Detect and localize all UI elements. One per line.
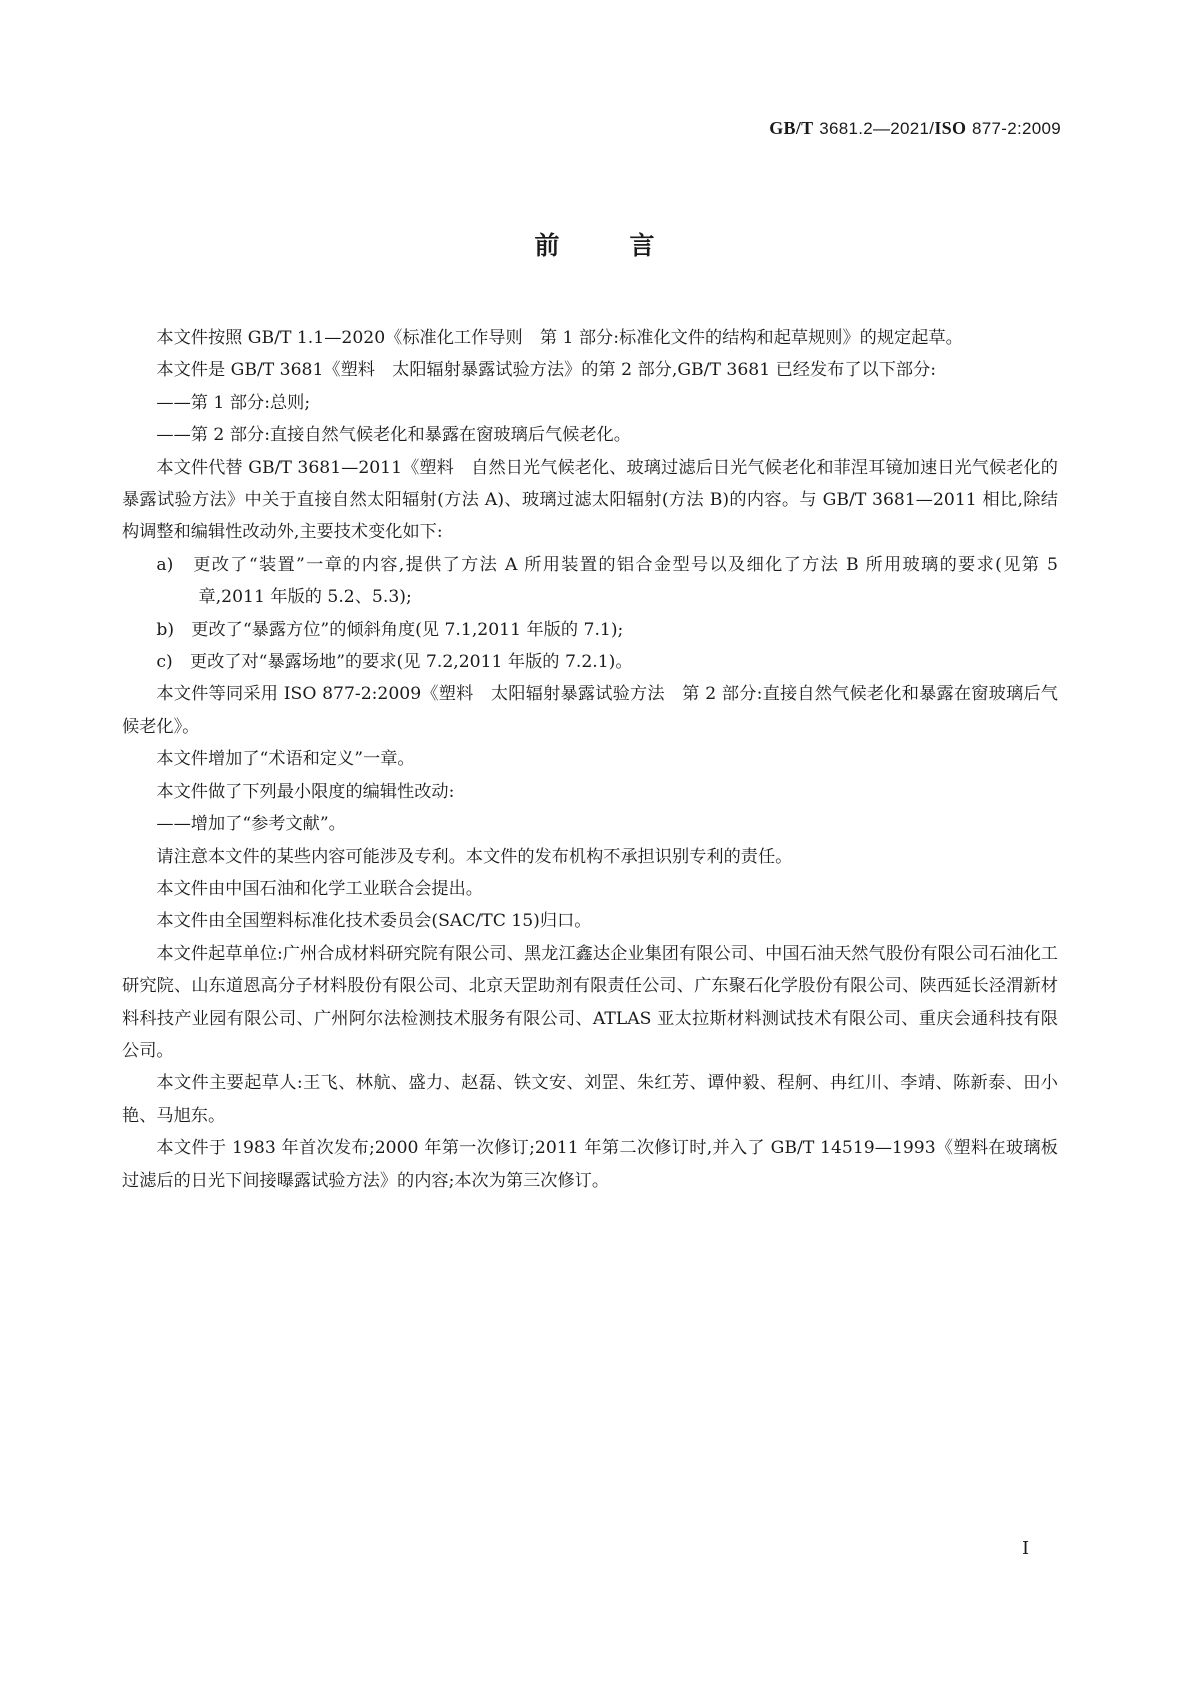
paragraph-series-parts: 本文件是 GB/T 3681《塑料 太阳辐射暴露试验方法》的第 2 部分,GB/T 3681 已经发布了以下部分:	[156, 360, 937, 381]
paragraph-history: 本文件于 1983 年首次发布;2000 年第一次修订;2011 年第二次修订时,并入了 GB/T 14519—1993《塑料在玻璃板过滤后的日光下间接曝露试验方法》的内容;本次为第三次修订。	[122, 1138, 1058, 1191]
gb-prefix: GB/T	[769, 118, 814, 138]
page-title	[0, 226, 1191, 262]
paragraph-replacement: 本文件代替 GB/T 3681—2011《塑料 自然日光气候老化、玻璃过滤后日光气候老化和菲涅耳镜加速日光气候老化的暴露试验方法》中关于直接自然太阳辐射(方法 A)、玻璃过滤太阳辐射(方法 B)的内容。与 GB/T 3681—2011 相比,除结构调整和编辑性改动外,主要技术变化如下:	[122, 457, 1058, 543]
change-list-item: c) 更改了对“暴露场地”的要求(见 7.2,2011 年版的 7.2.1)。	[156, 652, 633, 673]
title-char-1: 前	[534, 231, 562, 260]
paragraph-patent-notice: 请注意本文件的某些内容可能涉及专利。本文件的发布机构不承担识别专利的责任。	[156, 846, 793, 867]
title-char-2: 言	[629, 231, 657, 260]
gb-number: 3681.2—2021/	[819, 119, 935, 138]
change-list-item: b) 更改了“暴露方位”的倾斜角度(见 7.1,2011 年版的 7.1);	[156, 619, 624, 640]
part-list-item: ——第 1 部分:总则;	[156, 392, 311, 413]
paragraph-added-chapter: 本文件增加了“术语和定义”一章。	[156, 749, 415, 770]
editorial-list-item: ——增加了“参考文献”。	[156, 814, 346, 835]
paragraph-editorial-changes: 本文件做了下列最小限度的编辑性改动:	[156, 781, 455, 802]
iso-number: 877-2:2009	[971, 119, 1061, 138]
paragraph-iso-adoption: 本文件等同采用 ISO 877-2:2009《塑料 太阳辐射暴露试验方法 第 2 部分:直接自然气候老化和暴露在窗玻璃后气候老化》。	[122, 684, 1058, 737]
paragraph-committee: 本文件由全国塑料标准化技术委员会(SAC/TC 15)归口。	[156, 911, 592, 932]
standard-number-header	[769, 118, 1061, 139]
paragraph-drafters: 本文件主要起草人:王飞、林航、盛力、赵磊、铁文安、刘罡、朱红芳、谭仲毅、程舸、冉红川、李靖、陈新泰、田小艳、马旭东。	[122, 1073, 1058, 1126]
paragraph-proposer: 本文件由中国石油和化学工业联合会提出。	[156, 878, 483, 899]
part-list-item: ——第 2 部分:直接自然气候老化和暴露在窗玻璃后气候老化。	[156, 425, 631, 446]
page-number: I	[1022, 1538, 1030, 1559]
iso-prefix: ISO	[934, 118, 967, 138]
foreword-body	[122, 322, 1058, 1197]
paragraph-drafting-units: 本文件起草单位:广州合成材料研究院有限公司、黑龙江鑫达企业集团有限公司、中国石油天然气股份有限公司石油化工研究院、山东道恩高分子材料股份有限公司、北京天罡助剂有限责任公司、广东聚石化学股份有限公司、陕西延长泾渭新材料科技产业园有限公司、广州阿尔法检测技术服务有限公司、ATLAS 亚太拉斯材料测试技术有限公司、重庆会通科技有限公司。	[122, 943, 1058, 1061]
change-list-item: a) 更改了“装置”一章的内容,提供了方法 A 所用装置的铝合金型号以及细化了方法 B 所用玻璃的要求(见第 5 章,2011 年版的 5.2、5.3);	[156, 554, 1058, 608]
paragraph-drafting-rules: 本文件按照 GB/T 1.1—2020《标准化工作导则 第 1 部分:标准化文件的结构和起草规则》的规定起草。	[156, 328, 963, 348]
